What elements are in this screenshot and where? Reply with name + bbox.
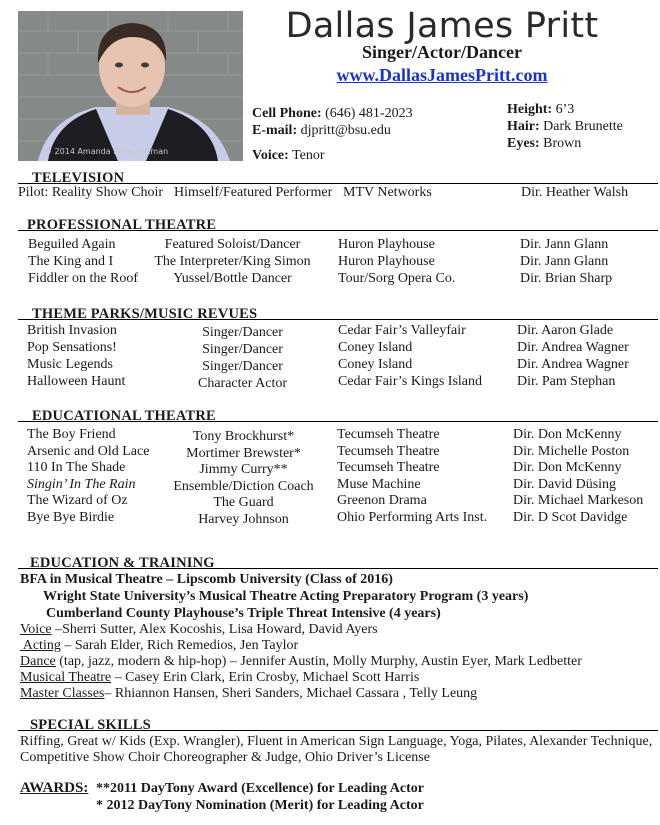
training-label: Voice	[20, 622, 52, 637]
educational-cell: Greenon Drama	[337, 493, 427, 509]
training-label: Master Classes	[20, 686, 105, 701]
educational-cell: Bye Bye Birdie	[27, 510, 115, 525]
skills-heading: SPECIAL SKILLS	[30, 717, 151, 733]
theme_parks-cell: Coney Island	[338, 357, 413, 372]
educational-cell: Tecumseh Theatre	[337, 427, 440, 442]
website-link[interactable]: www.DallasJamesPritt.com	[336, 65, 548, 85]
headshot-image	[18, 11, 243, 161]
professional-cell: Beguiled Again	[28, 237, 116, 252]
television-cell: Himself/Featured Performer	[174, 185, 333, 200]
height-value: 6’3	[555, 102, 575, 117]
theme-parks-heading: THEME PARKS/MUSIC REVUES	[32, 306, 258, 322]
training-label: Musical Theatre	[20, 670, 112, 685]
training-label: Acting	[20, 638, 61, 653]
theme_parks-cell: Coney Island	[338, 340, 413, 355]
theme-parks-section-header	[18, 303, 658, 320]
educational-cell: Tecumseh Theatre	[337, 443, 440, 459]
professional-cell: Featured Soloist/Dancer	[164, 237, 301, 252]
skills-section-header	[18, 714, 658, 731]
voice-value: Tenor	[292, 148, 325, 163]
theme_parks-cell: Music Legends	[27, 357, 113, 372]
education-heading: EDUCATION & TRAINING	[30, 555, 215, 571]
educational-cell: Dir. Don McKenny	[513, 427, 622, 442]
television-cell: Dir. Heather Walsh	[521, 185, 629, 200]
educational-section-header	[18, 405, 658, 422]
theme_parks-cell: Dir. Andrea Wagner	[517, 357, 629, 372]
educational-cell: Harvey Johnson	[198, 512, 289, 527]
theme_parks-cell: Character Actor	[197, 376, 287, 391]
theme_parks-cell: British Invasion	[27, 323, 117, 338]
professional-cell: The Interpreter/King Simon	[154, 254, 311, 269]
professional-cell: Dir. Jann Glann	[520, 254, 609, 269]
educational-cell: The Boy Friend	[27, 427, 116, 442]
program-line-2: Cumberland County Playhouse’s Triple Threat Intensive (4 years)	[46, 606, 441, 621]
theme_parks-cell: Pop Sensations!	[27, 340, 117, 355]
awards-label: AWARDS:	[20, 780, 89, 796]
theme_parks-cell: Singer/Dancer	[202, 325, 283, 340]
training-text: –Sherri Sutter, Alex Kocoshis, Lisa Howard, David Ayers	[51, 622, 378, 637]
television-cell: MTV Networks	[343, 185, 432, 200]
hair-row	[507, 119, 623, 135]
television-section-header	[18, 167, 658, 184]
height-row	[507, 102, 574, 118]
eyes-value: Brown	[543, 136, 582, 151]
educational-cell: Arsenic and Old Lace	[27, 443, 150, 459]
photo-caption: © 2014 Amanda Rose Guzman	[44, 147, 169, 156]
education-section-header	[18, 552, 658, 569]
educational-cell: Ensemble/Diction Coach	[173, 478, 314, 494]
training-text: – Sarah Elder, Rich Remedios, Jen Taylor	[60, 638, 299, 653]
theme_parks-cell: Singer/Dancer	[202, 359, 283, 374]
performer-subtitle: Singer/Actor/Dancer	[362, 42, 522, 62]
eyes-row	[507, 136, 581, 152]
skills-line-1: Riffing, Great w/ Kids (Exp. Wrangler), Fluent in American Sign Language, Yoga, Pilates, Alexander Technique,	[20, 734, 653, 749]
training-text: – Casey Erin Clark, Erin Crosby, Michael Scott Harris	[111, 670, 420, 685]
educational-cell: Dir. Michelle Poston	[513, 443, 630, 459]
cell-phone-row	[252, 106, 413, 122]
training-text: (tap, jazz, modern & hip-hop) – Jennifer Austin, Molly Murphy, Austin Eyer, Mark Ledbetter	[55, 654, 582, 669]
theme_parks-cell: Dir. Aaron Glade	[517, 323, 614, 338]
voice-row	[252, 148, 325, 164]
professional-section-header	[18, 214, 658, 231]
educational-cell: Dir. Don McKenny	[513, 460, 622, 476]
performer-name: Dallas James Pritt	[285, 6, 599, 46]
professional-cell: Dir. Brian Sharp	[520, 271, 613, 286]
training-row	[20, 622, 378, 638]
cell-value: (646) 481-2023	[325, 106, 413, 121]
professional-cell: Tour/Sorg Opera Co.	[338, 271, 456, 286]
educational-cell: Singin’ In The Rain	[27, 476, 136, 492]
training-text: – Rhiannon Hansen, Sheri Sanders, Michael Cassara , Telly Leung	[104, 686, 478, 701]
theme_parks-cell: Cedar Fair’s Kings Island	[338, 374, 482, 389]
award-1: **2011 DayTony Award (Excellence) for Leading Actor	[96, 781, 424, 796]
educational-cell: Tony Brockhurst*	[192, 429, 295, 444]
email-row	[252, 123, 391, 139]
professional-cell: The King and I	[28, 254, 114, 269]
educational-cell: Dir. David Düsing	[513, 476, 617, 492]
educational-cell: Mortimer Brewster*	[186, 445, 301, 461]
educational-cell: 110 In The Shade	[27, 460, 126, 476]
award-2: * 2012 DayTony Nomination (Merit) for Leading Actor	[96, 798, 424, 813]
educational-cell: Ohio Performing Arts Inst.	[337, 510, 488, 525]
skills-line-2: Competitive Show Choir Choreographer & Judge, Ohio Driver’s License	[20, 750, 430, 765]
theme_parks-cell: Dir. Pam Stephan	[517, 374, 616, 389]
eyes-label: Eyes:	[507, 136, 540, 151]
professional-cell: Yussel/Bottle Dancer	[173, 271, 292, 286]
educational-cell: Dir. D Scot Davidge	[513, 510, 628, 525]
educational-cell: Dir. Michael Markeson	[513, 493, 644, 509]
degree-line: BFA in Musical Theatre – Lipscomb University (Class of 2016)	[20, 572, 393, 587]
training-row	[20, 670, 419, 686]
educational-cell: Jimmy Curry**	[199, 462, 288, 478]
professional-cell: Huron Playhouse	[338, 254, 435, 269]
cell-label: Cell Phone:	[252, 106, 322, 121]
television-heading: TELEVISION	[32, 170, 125, 186]
professional-cell: Huron Playhouse	[338, 237, 435, 252]
hair-value: Dark Brunette	[543, 119, 623, 134]
training-row	[20, 686, 477, 702]
email-label: E-mail:	[252, 123, 298, 138]
professional-cell: Dir. Jann Glann	[520, 237, 609, 252]
educational-cell: Tecumseh Theatre	[337, 460, 440, 476]
training-row	[20, 638, 298, 654]
theme_parks-cell: Cedar Fair’s Valleyfair	[338, 323, 466, 338]
height-label: Height:	[507, 102, 553, 117]
email-value[interactable]: djpritt@bsu.edu	[300, 123, 391, 138]
professional-heading: PROFESSIONAL THEATRE	[27, 217, 217, 233]
theme_parks-cell: Dir. Andrea Wagner	[517, 340, 629, 355]
professional-cell: Fiddler on the Roof	[28, 271, 139, 286]
hair-label: Hair:	[507, 119, 540, 134]
program-line-1: Wright State University’s Musical Theatre Acting Preparatory Program (3 years)	[43, 589, 529, 604]
training-label: Dance	[20, 654, 56, 669]
television-cell: Pilot: Reality Show Choir	[18, 185, 164, 200]
theme_parks-cell: Halloween Haunt	[27, 374, 126, 389]
educational-cell: Muse Machine	[337, 476, 421, 492]
headshot-photo	[18, 11, 243, 161]
voice-label: Voice:	[252, 148, 289, 163]
educational-cell: The Wizard of Oz	[27, 493, 128, 509]
educational-heading: EDUCATIONAL THEATRE	[32, 408, 216, 424]
training-row	[20, 654, 582, 670]
educational-cell: The Guard	[213, 495, 274, 511]
theme_parks-cell: Singer/Dancer	[202, 342, 283, 357]
